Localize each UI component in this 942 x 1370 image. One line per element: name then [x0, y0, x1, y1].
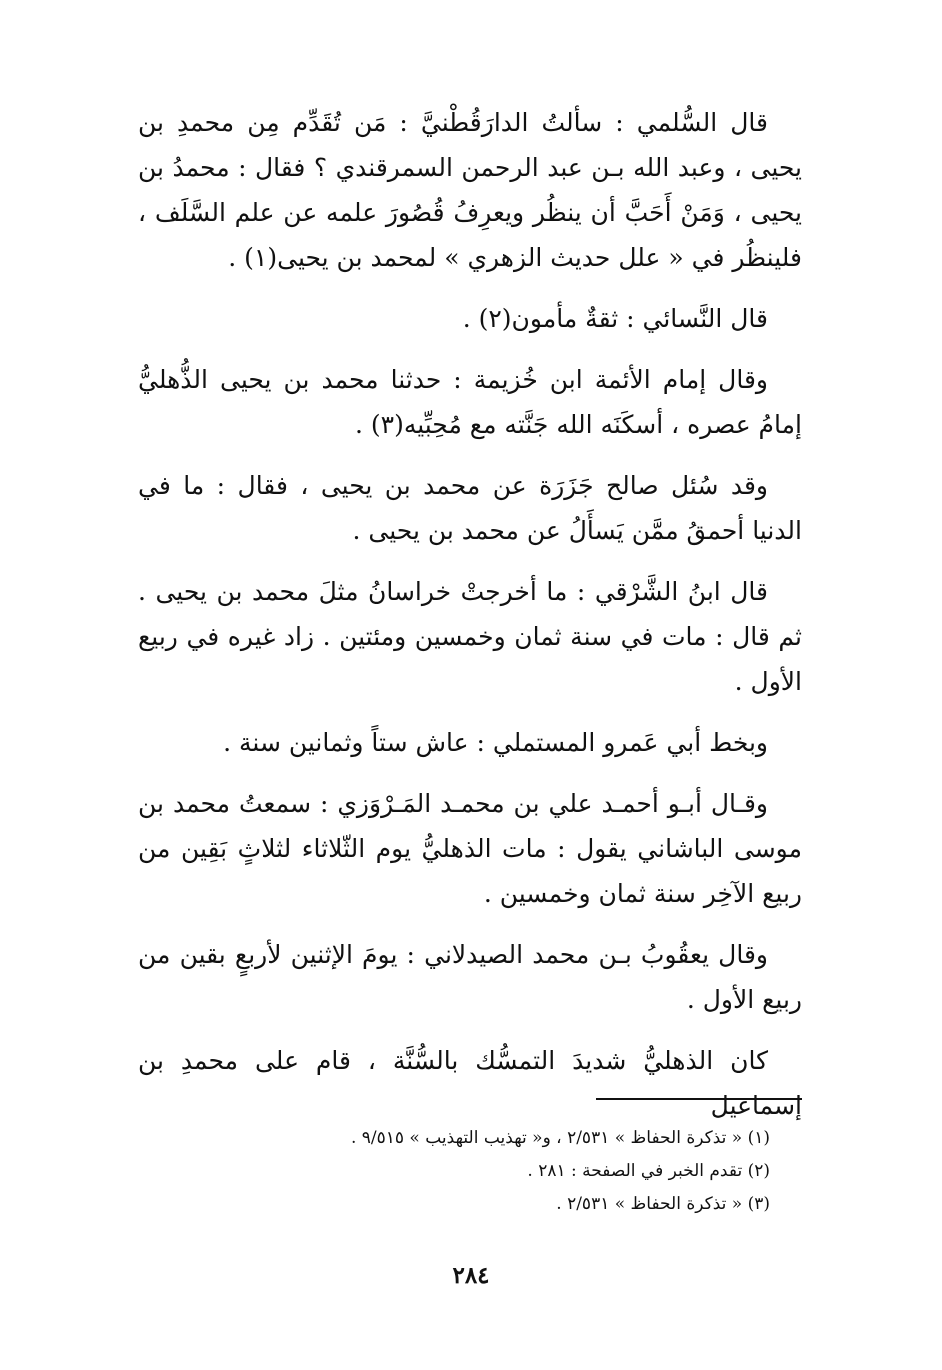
footnotes — [138, 1122, 770, 1221]
paragraph-saydalani: وقال يعقُوبُ بـن محمد الصيدلاني : يومَ الإثنين لأربعٍ بقين من ربيع الأول . — [138, 940, 802, 1014]
body-text — [138, 100, 802, 1128]
paragraph-ibn-khuzayma: وقال إمام الأئمة ابن خُزيمة : حدثنا محمد بن يحيى الذُّهليُّ إمامُ عصره ، أسكَنَه الله جَنَّته مع مُحِبِّيه(٣) . — [138, 365, 802, 439]
paragraph-mustamli: وبخط أبي عَمرو المستملي : عاش ستاً وثمانين سنة . — [223, 728, 768, 757]
paragraph-dhuhli-sunna: كان الذهليُّ شديدَ التمسُّك بالسُّنَّة ، قام على محمدِ بن إسماعيل — [138, 1046, 802, 1120]
footnote-2: (٢) تقدم الخبر في الصفحة : ٢٨١ . — [527, 1161, 770, 1181]
footnote-3: (٣) « تذكرة الحفاظ » ٢/٥٣١ . — [556, 1194, 770, 1214]
paragraph-salih-jazara: وقد سُئل صالح جَزَرَة عن محمد بن يحيى ، فقال : ما في الدنيا أحمقُ ممَّن يَسأَلُ عن محمد بن يحيى . — [138, 471, 802, 545]
footnote-separator — [596, 1098, 802, 1100]
page-number: ٢٨٤ — [452, 1262, 490, 1289]
paragraph-sulami: قال السُّلمي : سألتُ الدارَقُطْنيَّ : مَن تُقَدِّم مِن محمدِ بن يحيى ، وعبد الله بـن عبد الرحمن السمرقندي ؟ فقال : محمدُ بن يحيى ، وَمَنْ أَحَبَّ أن ينظُر ويعرِفُ قُصُورَ علمه عن علم السَّلَف ، فلينظُر في « علل حديث الزهري » لمحمد بن يحيى(١) . — [138, 108, 802, 272]
footnote-1: (١) « تذكرة الحفاظ » ٢/٥٣١ ، و« تهذيب التهذيب » ٩/٥١٥ . — [350, 1128, 770, 1148]
paragraph-ibn-al-sharqi: قال ابنُ الشَّرْقي : ما أخرجتْ خراسانُ مثلَ محمد بن يحيى . ثم قال : مات في سنة ثمان وخمسين ومئتين . زاد غيره في ربيع الأول . — [138, 577, 802, 696]
paragraph-marwazi: وقـال أبـو أحمـد علي بن محمـد المَـرْوَزي : سمعتُ محمد بن موسى الباشاني يقول : مات الذهليُّ يوم الثّلاثاء لثلاثٍ بَقِين من ربيع الآخِر سنة ثمان وخمسين . — [138, 789, 802, 908]
paragraph-nasai: قال النَّسائي : ثقةٌ مأمون(٢) . — [462, 304, 768, 333]
